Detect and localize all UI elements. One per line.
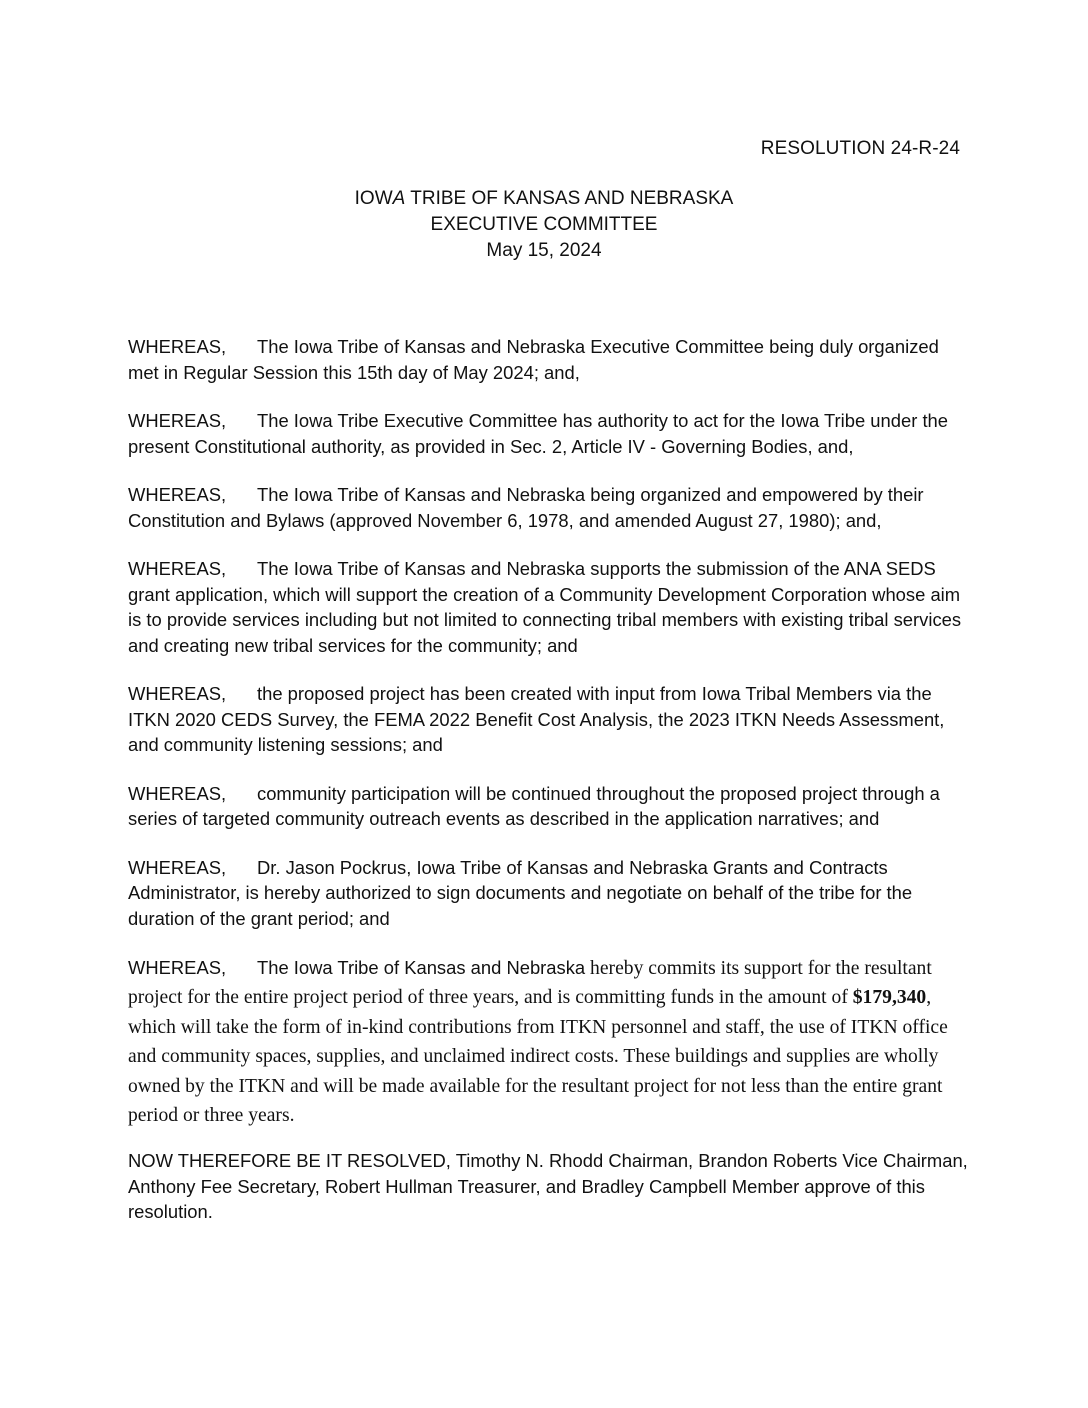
tribe-title-rest: TRIBE OF KANSAS AND NEBRASKA (405, 188, 734, 209)
whereas-text: The Iowa Tribe of Kansas and Nebraska Executive Committee being duly organized met in Regular Session this 15th day of May 2024; and, (128, 336, 939, 383)
whereas-label: WHEREAS, (128, 484, 227, 505)
whereas-text: community participation will be continued throughout the proposed project through a series of targeted community outreach events as described in the application narratives; and (128, 782, 940, 829)
whereas-paragraph (128, 781, 968, 832)
tribe-title (0, 186, 1088, 212)
whereas-label: WHEREAS, (128, 683, 227, 704)
whereas-label: WHEREAS, (128, 856, 227, 878)
whereas-text: The Iowa Tribe Executive Committee has authority to act for the Iowa Tribe under the present Constitutional authority, as provided in Sec. 2, Article IV - Governing Bodies, and, (128, 410, 949, 457)
commitment-serif-text: hereby commits its support for the resultant project for the entire project period of three years, and is committing funds in the amount of (128, 958, 932, 1009)
whereas-label: WHEREAS, (128, 782, 227, 804)
whereas-label: WHEREAS, (128, 558, 227, 579)
resolved-paragraph: NOW THEREFORE BE IT RESOLVED, Timothy N. Rhodd Chairman, Brandon Roberts Vice Chairman, Anthony Fee Secretary, Robert Hullman Treasurer, and Bradley Campbell Member approve of this resolution. (128, 1150, 968, 1223)
commitment-sans-text: The Iowa Tribe of Kansas and Nebraska (257, 957, 586, 978)
whereas-paragraph (128, 855, 968, 932)
tribe-title-prefix: IOW (354, 188, 393, 209)
whereas-paragraph (128, 334, 968, 385)
whereas-label: WHEREAS, (128, 336, 227, 357)
whereas-commitment-paragraph (128, 954, 968, 1130)
whereas-paragraph (128, 556, 968, 658)
whereas-paragraph (128, 408, 968, 459)
whereas-label: WHEREAS, (128, 957, 227, 978)
whereas-paragraph (128, 482, 968, 533)
commitment-amount: $179,340 (852, 987, 927, 1009)
whereas-text: the proposed project has been created with input from Iowa Tribal Members via the ITKN 2020 CEDS Survey, the FEMA 2022 Benefit Cost Analysis, the 2023 ITKN Needs Assessment, and community listening sessions; and (128, 683, 945, 755)
whereas-text: Dr. Jason Pockrus, Iowa Tribe of Kansas and Nebraska Grants and Contracts Administrator, is hereby authorized to sign documents and negotiate on behalf of the tribe for the duration of the grant period; and (128, 856, 913, 929)
document-header (0, 186, 1088, 264)
whereas-text: The Iowa Tribe of Kansas and Nebraska being organized and empowered by their Constitution and Bylaws (approved November 6, 1978, and amended August 27, 1980); and, (128, 484, 924, 531)
whereas-label: WHEREAS, (128, 410, 227, 431)
whereas-text: The Iowa Tribe of Kansas and Nebraska supports the submission of the ANA SEDS grant application, which will support the creation of a Community Development Corporation whose aim is to provide services including but not limited to connecting tribal members with existing tribal services and creating new tribal services for the community; and (128, 558, 962, 656)
resolution-number: RESOLUTION 24-R-24 (760, 138, 960, 159)
tribe-title-italic-letter: A (392, 188, 406, 209)
document-body (128, 334, 968, 1248)
whereas-paragraph (128, 681, 968, 758)
document-date: May 15, 2024 (486, 240, 602, 261)
committee-title: EXECUTIVE COMMITTEE (430, 214, 658, 235)
commitment-serif-text-end: , which will take the form of in-kind contributions from ITKN personnel and staff, the use of ITKN office and community spaces, supplies, and unclaimed indirect costs. These buildings and supplies are wholly owned by the ITKN and will be made available for the resultant project for not less than the entire grant period or three years. (128, 987, 948, 1127)
